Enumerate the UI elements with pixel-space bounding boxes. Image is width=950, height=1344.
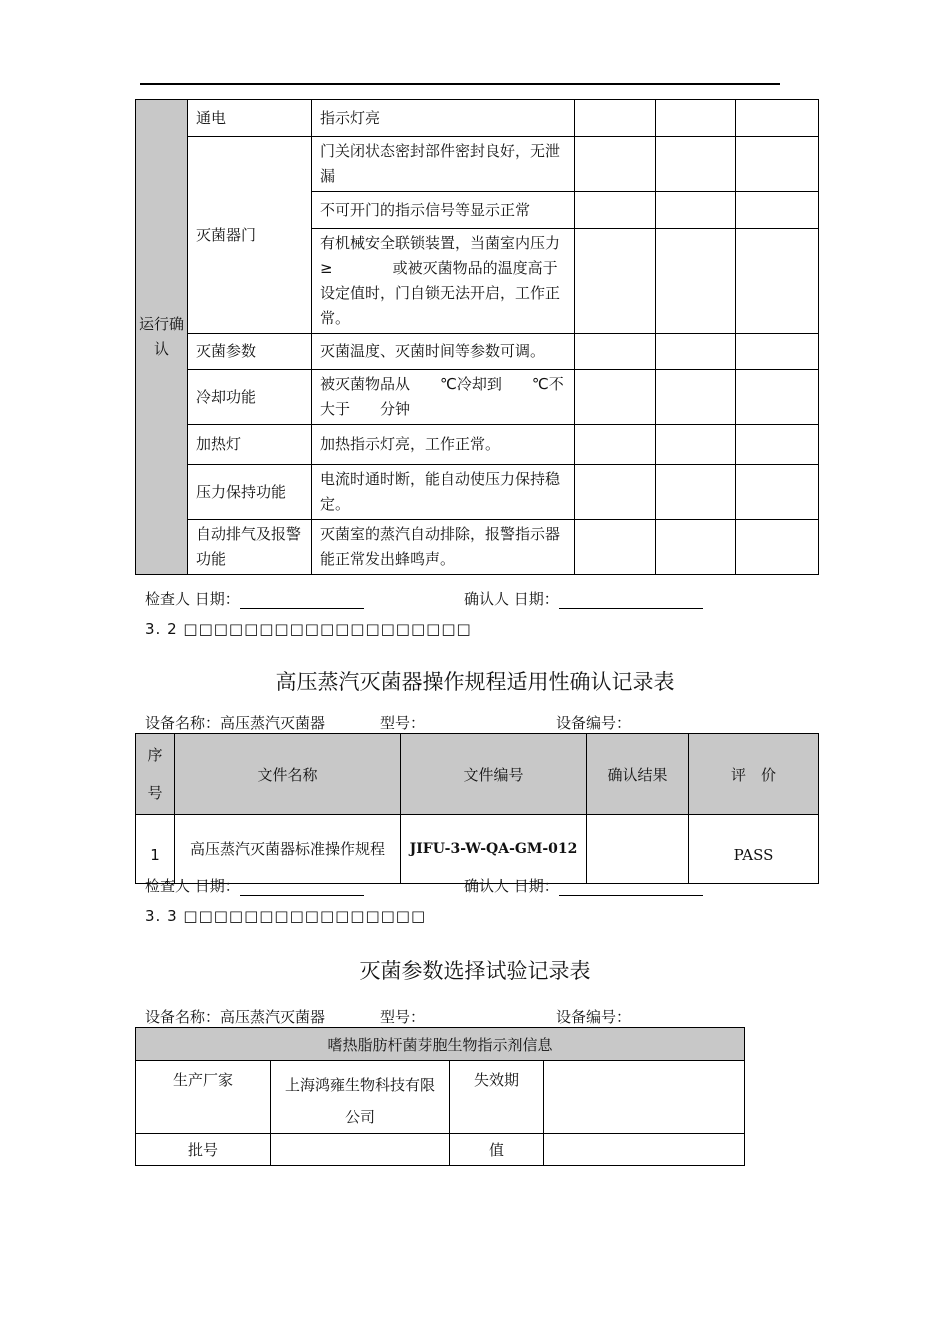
content-cell: 不可开门的指示信号等显示正常 [312, 192, 575, 229]
row-result [587, 815, 689, 884]
check-cell [656, 229, 736, 334]
item-cell: 冷却功能 [188, 370, 312, 425]
manufacturer-label: 生产厂家 [136, 1061, 271, 1134]
check-cell [656, 465, 736, 520]
content-cell: 灭菌室的蒸汽自动排除，报警指示器能正常发出蜂鸣声。 [312, 520, 575, 575]
section-heading-3-2: 3. 2 □□□□□□□□□□□□□□□□□□□ [145, 620, 472, 638]
col-header-name: 文件名称 [175, 734, 401, 815]
header-rule [140, 83, 780, 85]
checker-date-field[interactable] [240, 591, 364, 609]
indicator-info-header: 嗜热脂肪杆菌芽胞生物指示剂信息 [136, 1028, 745, 1061]
check-cell [736, 334, 819, 370]
device-name: 设备名称：高压蒸汽灭菌器 [145, 1008, 326, 1026]
check-cell [575, 465, 656, 520]
confirmer-signature: 确认人 日期： [464, 875, 703, 896]
indicator-info-table [135, 1027, 745, 1166]
check-cell [575, 192, 656, 229]
section-title-3-3: 灭菌参数选择试验记录表 [359, 959, 591, 983]
confirmer-date-field[interactable] [559, 878, 703, 896]
check-cell [656, 334, 736, 370]
value-value[interactable] [544, 1134, 745, 1166]
expiry-label: 失效期 [450, 1061, 544, 1134]
item-cell: 加热灯 [188, 425, 312, 465]
sop-applicability-table [135, 733, 819, 884]
checker-signature: 检查人 日期： [145, 875, 364, 896]
item-cell: 灭菌参数 [188, 334, 312, 370]
device-model: 型号： [380, 1008, 426, 1026]
table-row [136, 815, 819, 884]
check-cell [656, 520, 736, 575]
group-label: 运行确认 [136, 100, 188, 575]
confirmer-date-field[interactable] [559, 591, 703, 609]
check-cell [736, 100, 819, 137]
check-cell [736, 137, 819, 192]
value-label: 值 [450, 1134, 544, 1166]
check-cell [656, 370, 736, 425]
item-cell: 自动排气及报警功能 [188, 520, 312, 575]
check-cell [656, 192, 736, 229]
device-number: 设备编号： [556, 714, 632, 732]
content-cell: 有机械安全联锁装置，当菌室内压力≥ 或被灭菌物品的温度高于设定值时，门自锁无法开启，工作正常。 [312, 229, 575, 334]
content-cell: 指示灯亮 [312, 100, 575, 137]
checker-date-field[interactable] [240, 878, 364, 896]
operation-confirm-table [135, 99, 819, 575]
check-cell [575, 100, 656, 137]
check-cell [575, 520, 656, 575]
row-name: 高压蒸汽灭菌器标准操作规程 [175, 815, 401, 884]
check-cell [656, 425, 736, 465]
row-no: 1 [136, 815, 175, 884]
batch-label: 批号 [136, 1134, 271, 1166]
item-cell: 压力保持功能 [188, 465, 312, 520]
content-cell: 电流时通时断，能自动使压力保持稳定。 [312, 465, 575, 520]
check-cell [656, 137, 736, 192]
check-cell [736, 520, 819, 575]
section-title-3-2: 高压蒸汽灭菌器操作规程适用性确认记录表 [275, 670, 675, 694]
check-cell [736, 229, 819, 334]
col-header-no: 序号 [136, 734, 175, 815]
confirmer-signature: 确认人 日期： [464, 588, 703, 609]
check-cell [575, 334, 656, 370]
check-cell [575, 425, 656, 465]
row-code: JIFU-3-W-QA-GM-012 [401, 815, 587, 884]
check-cell [575, 137, 656, 192]
check-cell [736, 370, 819, 425]
col-header-eval: 评 价 [689, 734, 819, 815]
col-header-result: 确认结果 [587, 734, 689, 815]
content-cell: 灭菌温度、灭菌时间等参数可调。 [312, 334, 575, 370]
expiry-value[interactable] [544, 1061, 745, 1134]
check-cell [656, 100, 736, 137]
check-cell [575, 370, 656, 425]
manufacturer-value: 上海鸿雍生物科技有限公司 [271, 1061, 450, 1134]
check-cell [736, 465, 819, 520]
device-model: 型号： [380, 714, 426, 732]
checker-signature: 检查人 日期： [145, 588, 364, 609]
batch-value[interactable] [271, 1134, 450, 1166]
row-eval: PASS [689, 815, 819, 884]
content-cell: 被灭菌物品从 ℃冷却到 ℃不大于 分钟 [312, 370, 575, 425]
item-cell: 通电 [188, 100, 312, 137]
device-name: 设备名称：高压蒸汽灭菌器 [145, 714, 326, 732]
content-cell: 门关闭状态密封部件密封良好，无泄漏 [312, 137, 575, 192]
item-cell: 灭菌器门 [188, 137, 312, 334]
check-cell [575, 229, 656, 334]
device-number: 设备编号： [556, 1008, 632, 1026]
check-cell [736, 192, 819, 229]
col-header-code: 文件编号 [401, 734, 587, 815]
check-cell [736, 425, 819, 465]
content-cell: 加热指示灯亮，工作正常。 [312, 425, 575, 465]
section-heading-3-3: 3. 3 □□□□□□□□□□□□□□□□ [145, 907, 427, 925]
